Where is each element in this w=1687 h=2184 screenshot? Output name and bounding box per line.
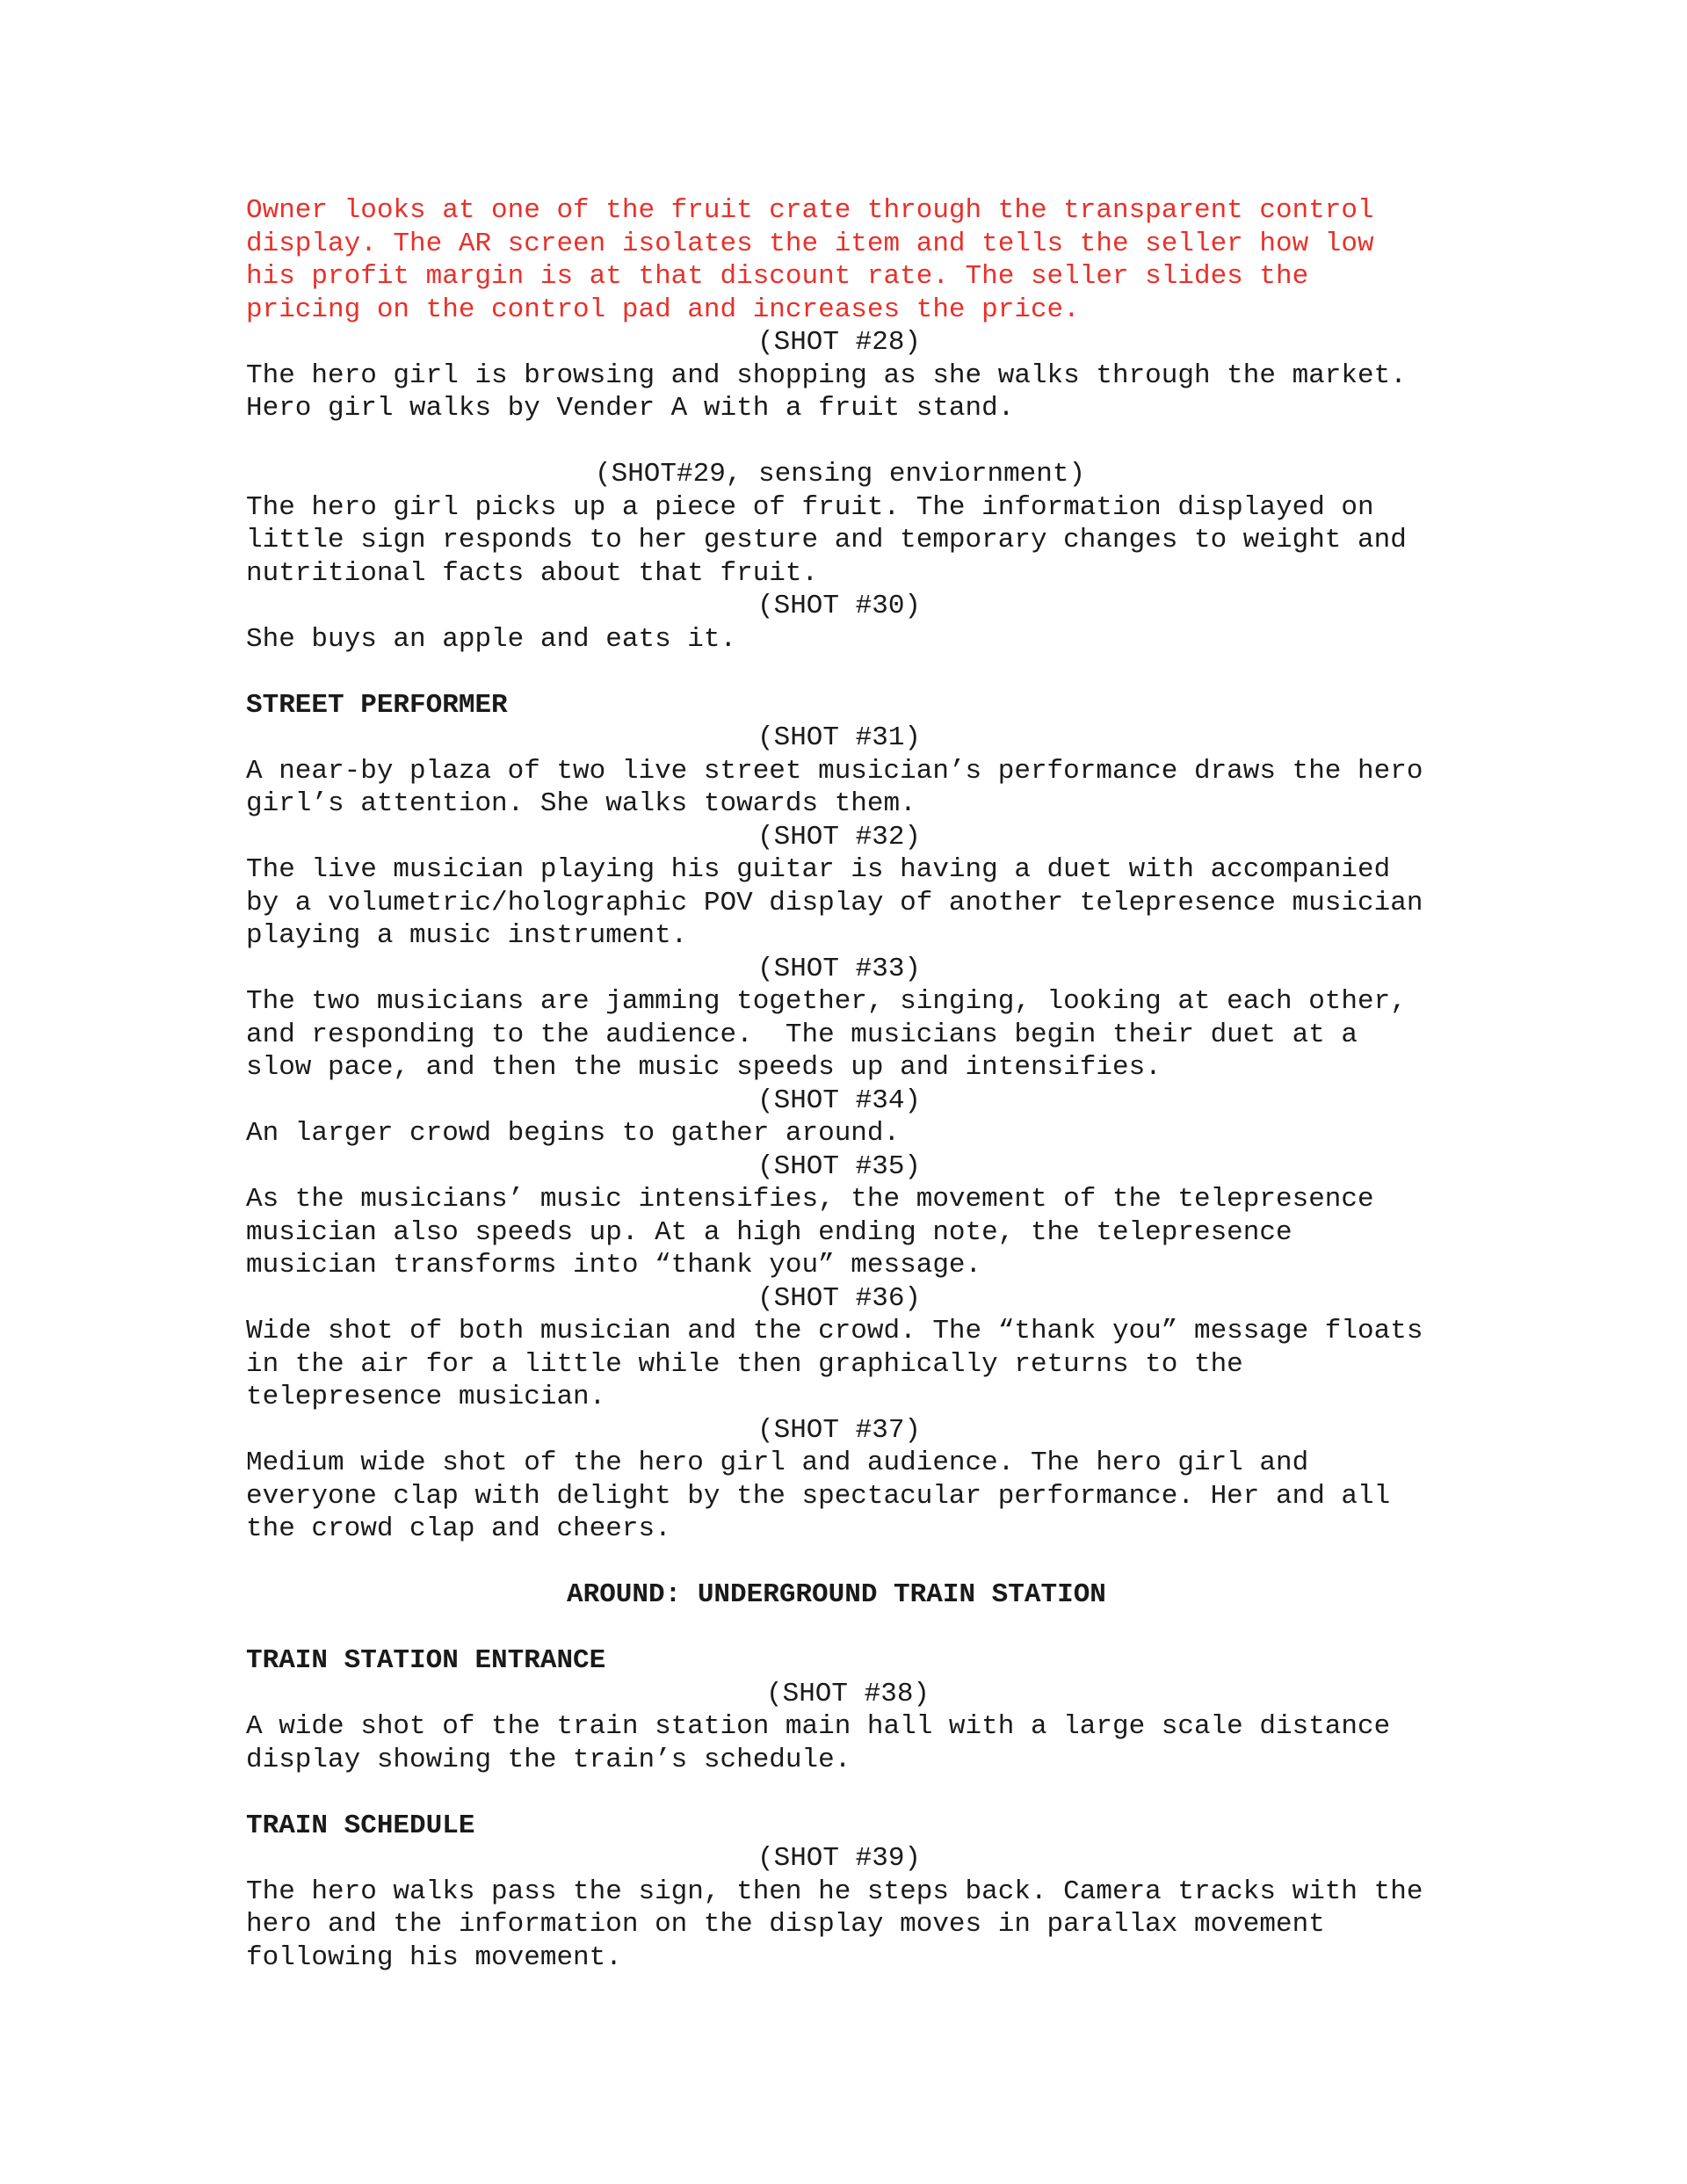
- body-line: everyone clap with delight by the spectacular performance. Her and all: [246, 1480, 1391, 1512]
- body-line: following his movement.: [246, 1941, 622, 1973]
- shot-label: (SHOT #38): [766, 1678, 930, 1709]
- script-page: [246, 194, 1476, 1974]
- body-line: in the air for a little while then graphically returns to the: [246, 1348, 1243, 1380]
- body-line: Hero girl walks by Vender A with a fruit stand.: [246, 393, 1015, 424]
- body-line: girl’s attention. She walks towards them.: [246, 788, 916, 819]
- section-heading: STREET PERFORMER: [246, 689, 508, 721]
- body-line: She buys an apple and eats it.: [246, 623, 737, 655]
- section-heading: TRAIN STATION ENTRANCE: [246, 1645, 606, 1676]
- body-line: slow pace, and then the music speeds up and intensifies.: [246, 1052, 1162, 1083]
- shot-label: (SHOT #34): [757, 1085, 922, 1116]
- body-line: The hero walks pass the sign, then he steps back. Camera tracks with the: [246, 1876, 1423, 1907]
- section-heading: TRAIN SCHEDULE: [246, 1810, 475, 1841]
- body-line: Wide shot of both musician and the crowd. The “thank you” message floats: [246, 1316, 1423, 1346]
- body-line: telepresence musician.: [246, 1382, 606, 1412]
- shot-label: (SHOT #32): [757, 821, 922, 853]
- body-line: and responding to the audience. The musicians begin their duet at a: [246, 1019, 1358, 1050]
- shot-label: (SHOT #33): [757, 953, 922, 984]
- shot-label: (SHOT #39): [757, 1843, 922, 1874]
- spacer: [246, 1546, 1476, 1579]
- body-line: musician transforms into “thank you” message.: [246, 1250, 982, 1281]
- shot-label: (SHOT#29, sensing enviornment): [595, 459, 1086, 490]
- shot-label: (SHOT #35): [757, 1150, 922, 1182]
- body-line: The live musician playing his guitar is having a duet with accompanied: [246, 854, 1391, 885]
- shot-label: (SHOT #37): [757, 1414, 922, 1446]
- body-line: playing a music instrument.: [246, 920, 688, 951]
- spacer: [246, 656, 1476, 689]
- shot-label: (SHOT #31): [757, 722, 922, 753]
- scene-heading: AROUND: UNDERGROUND TRAIN STATION: [567, 1579, 1106, 1610]
- body-line: pricing on the control pad and increases the price.: [246, 294, 1080, 325]
- body-line: by a volumetric/holographic POV display of another telepresence musician: [246, 887, 1423, 918]
- shot-label: (SHOT #36): [757, 1282, 922, 1314]
- body-line: display showing the train’s schedule.: [246, 1744, 851, 1775]
- seller-pricing-paragraph: [246, 194, 1476, 326]
- shot-label: (SHOT #28): [757, 327, 922, 358]
- body-line: As the musicians’ music intensifies, the movement of the telepresence: [246, 1184, 1374, 1215]
- body-line: display. The AR screen isolates the item and tells the seller how low: [246, 228, 1374, 259]
- body-line: little sign responds to her gesture and temporary changes to weight and: [246, 525, 1407, 555]
- body-line: A near-by plaza of two live street musician’s performance draws the hero: [246, 755, 1423, 787]
- body-line: nutritional facts about that fruit.: [246, 557, 819, 589]
- body-line: A wide shot of the train station main hall with a large scale distance: [246, 1711, 1391, 1742]
- body-line: hero and the information on the display moves in parallax movement: [246, 1909, 1325, 1940]
- body-line: Medium wide shot of the hero girl and audience. The hero girl and: [246, 1448, 1309, 1478]
- body-line: The hero girl picks up a piece of fruit. The information displayed on: [246, 491, 1374, 523]
- spacer: [246, 425, 1476, 459]
- body-line: An larger crowd begins to gather around.: [246, 1118, 901, 1149]
- body-line: the crowd clap and cheers.: [246, 1513, 671, 1544]
- spacer: [246, 1776, 1476, 1810]
- body-line: his profit margin is at that discount rate. The seller slides the: [246, 261, 1309, 292]
- body-line: The two musicians are jamming together, singing, looking at each other,: [246, 986, 1407, 1017]
- shot-label: (SHOT #30): [757, 591, 922, 621]
- body-line: Owner looks at one of the fruit crate through the transparent control: [246, 195, 1374, 226]
- body-line: The hero girl is browsing and shopping as she walks through the market.: [246, 359, 1407, 391]
- spacer: [246, 1612, 1476, 1645]
- body-line: musician also speeds up. At a high ending note, the telepresence: [246, 1216, 1292, 1248]
